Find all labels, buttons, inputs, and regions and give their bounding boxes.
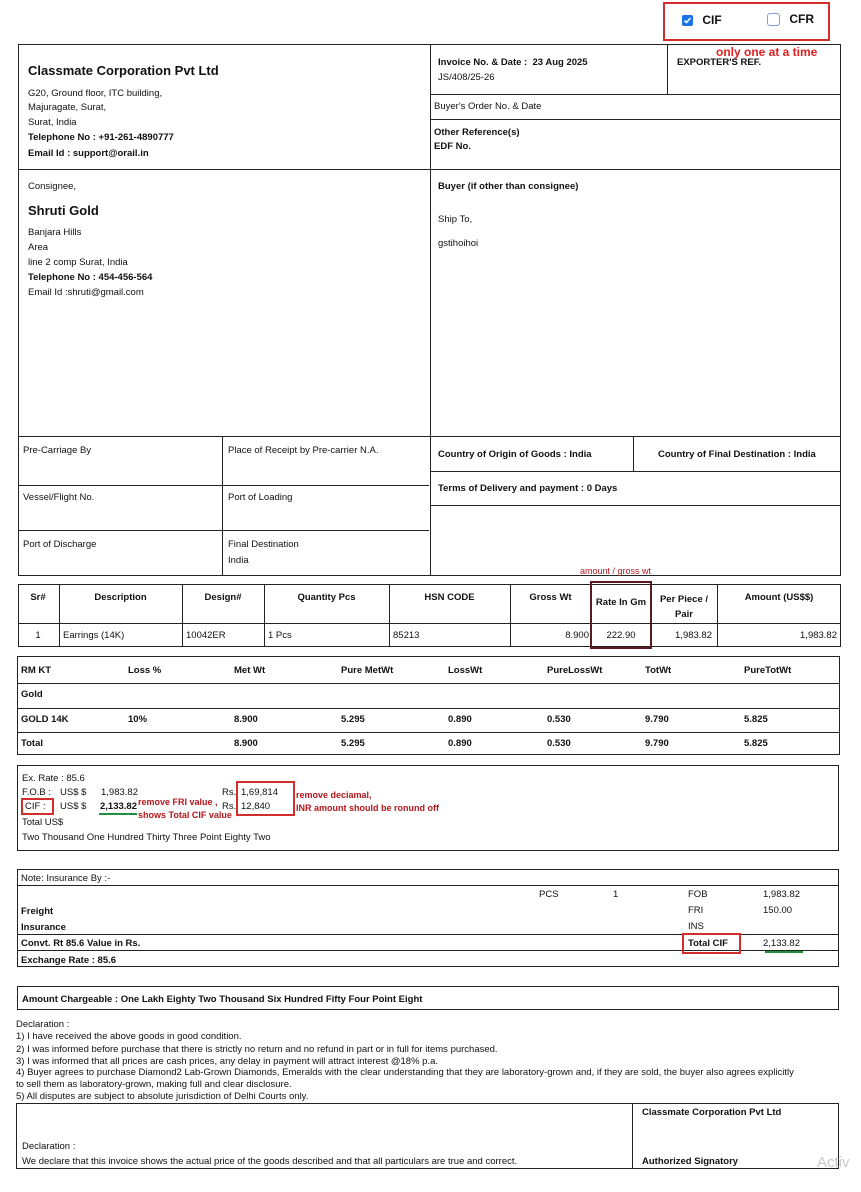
seller-address-3: Surat, India [28, 117, 77, 128]
consignee-phone: Telephone No : 454-456-564 [28, 272, 153, 283]
item-design: 10042ER [186, 630, 226, 641]
option-note: only one at a time [716, 45, 818, 59]
country-final: Country of Final Destination : India [658, 449, 816, 460]
cfr-checkbox[interactable] [767, 13, 780, 26]
metal-row-met-wt: 8.900 [234, 714, 258, 725]
cfr-label: CFR [789, 12, 815, 26]
metal-row-loss-wt: 0.890 [448, 714, 472, 725]
items-header-sr: Sr# [30, 592, 46, 603]
final-destination-value: India [228, 555, 249, 566]
pcs-value: 1 [613, 889, 619, 900]
item-hsn: 85213 [393, 630, 420, 641]
metal-header-pure-tot: PureTotWt [744, 665, 792, 676]
metal-row-pure-met: 5.295 [341, 714, 365, 725]
footer-declaration-title: Declaration : [22, 1141, 76, 1152]
authorized-signatory: Authorized Signatory [642, 1156, 739, 1167]
amount-chargeable: Amount Chargeable : One Lakh Eighty Two Thousand Six Hundred Fifty Four Point Eight [22, 994, 423, 1005]
footer-company: Classmate Corporation Pvt Ltd [642, 1107, 782, 1118]
declaration-line-5: to sell them as laboratory-grown, making full and clear disclosure. [16, 1079, 292, 1090]
seller-name: Classmate Corporation Pvt Ltd [28, 63, 219, 78]
rs-2: Rs. [222, 801, 237, 812]
declaration-line-6: 5) All disputes are subject to absolute jurisdiction of Delhi Courts only. [16, 1091, 309, 1102]
convt-rate: Convt. Rt 85.6 Value in Rs. [21, 938, 141, 949]
amount-in-words: Two Thousand One Hundred Thirty Three Point Eighty Two [22, 832, 271, 843]
seller-address-2: Majuragate, Surat, [28, 102, 107, 113]
vessel-flight: Vessel/Flight No. [23, 492, 95, 503]
declaration-line-4: 4) Buyer agrees to purchase Diamond2 Lab-Grown Diamonds, Emeralds with the clear understanding that they are laboratory-grown and, if they are sold, the buyer also agrees explicitly [16, 1067, 794, 1078]
item-quantity: 1 Pcs [268, 630, 292, 641]
cif-checkbox[interactable] [682, 15, 693, 26]
edf-no: EDF No. [434, 141, 471, 152]
fob-currency: US$ $ [60, 787, 87, 798]
items-header-hsn: HSN CODE [424, 592, 475, 603]
terms-delivery: Terms of Delivery and payment : 0 Days [438, 483, 618, 494]
metal-header-kt: RM KT [21, 665, 52, 676]
consignee-address-1: Banjara Hills [28, 227, 82, 238]
metal-header-loss-wt: LossWt [448, 665, 483, 676]
exchange-rate-summary: Exchange Rate : 85.6 [21, 955, 117, 966]
item-sr: 1 [35, 630, 41, 641]
item-description: Earrings (14K) [63, 630, 125, 641]
ins-label: INS [688, 921, 704, 932]
total-cif-label: Total CIF [688, 938, 728, 949]
declaration-line-3: 3) I was informed that all prices are cash prices, any delay in payment will attract interest @18% p.a. [16, 1056, 439, 1067]
items-header-rate: Rate In Gm [595, 597, 647, 608]
items-header-quantity: Quantity Pcs [297, 592, 356, 603]
pre-carriage: Pre-Carriage By [23, 445, 92, 456]
cif-row-label: CIF : [25, 801, 46, 812]
declaration-line-1: 1) I have received the above goods in good condition. [16, 1031, 242, 1042]
rs-1-value: 1,69,814 [241, 787, 278, 798]
cfr-option[interactable] [767, 12, 814, 26]
fri-value: 150.00 [763, 905, 793, 916]
items-header-amount: Amount (US$$) [744, 592, 814, 603]
exporter-ref: EXPORTER'S REF. [677, 57, 762, 68]
other-reference: Other Reference(s) [434, 127, 520, 138]
metal-row-pure-loss: 0.530 [547, 714, 571, 725]
declaration-title: Declaration : [16, 1019, 70, 1030]
ship-to: Ship To, [438, 214, 473, 225]
invoice-label: Invoice No. & Date : 23 Aug 2025 [438, 57, 588, 68]
seller-email: Email Id : support@orail.in [28, 148, 149, 159]
items-header-per-piece: Per Piece / Pair [659, 594, 709, 620]
item-amount: 1,983.82 [800, 630, 837, 641]
freight-label: Freight [21, 906, 54, 917]
note-total-cif: shows Total CIF value [138, 810, 232, 820]
note-remove-decimal: remove deciamal, [296, 790, 372, 800]
rs-2-value: 12,840 [241, 801, 271, 812]
pcs-label: PCS [539, 889, 559, 900]
final-destination-label: Final Destination [228, 539, 299, 550]
footer-declaration-text: We declare that this invoice shows the actual price of the goods described and that all particulars are true and correct. [22, 1156, 518, 1167]
cif-value-underline [99, 813, 137, 815]
item-per-piece: 1,983.82 [675, 630, 712, 641]
insurance-label: Insurance [21, 922, 66, 933]
metal-header-tot-wt: TotWt [645, 665, 672, 676]
cif-currency: US$ $ [60, 801, 87, 812]
buyers-order: Buyer's Order No. & Date [434, 101, 542, 112]
cif-value: 2,133.82 [100, 801, 137, 812]
metal-total-pure-tot: 5.825 [744, 738, 768, 749]
seller-address-1: G20, Ground floor, ITC building, [28, 88, 163, 99]
items-header-gross-wt: Gross Wt [529, 592, 572, 603]
consignee-name: Shruti Gold [28, 203, 99, 218]
rate-annotation: amount / gross wt [580, 566, 652, 576]
consignee-address-2: Area [28, 242, 49, 253]
items-header-design: Design# [204, 592, 242, 603]
fri-label: FRI [688, 905, 704, 916]
consignee-address-3: line 2 comp Surat, India [28, 257, 128, 268]
port-of-loading: Port of Loading [228, 492, 293, 503]
seller-phone: Telephone No : +91-261-4890777 [28, 132, 174, 143]
consignee-email: Email Id :shruti@gmail.com [28, 287, 144, 298]
fob-summary-label: FOB [688, 889, 708, 900]
invoice-number: JS/408/25-26 [438, 72, 495, 83]
metal-total-met-wt: 8.900 [234, 738, 258, 749]
metal-total-pure-met: 5.295 [341, 738, 365, 749]
metal-total-loss-wt: 0.890 [448, 738, 472, 749]
rs-1: Rs. [222, 787, 237, 798]
place-of-receipt: Place of Receipt by Pre-carrier N.A. [228, 445, 379, 456]
total-cif-underline [765, 951, 803, 953]
metal-total-pure-loss: 0.530 [547, 738, 571, 749]
note-round-off: INR amount should be ronund off [296, 803, 439, 813]
fob-value: 1,983.82 [101, 787, 138, 798]
country-origin: Country of Origin of Goods : India [438, 449, 592, 460]
total-usd: Total US$ [22, 817, 64, 828]
cif-option[interactable] [682, 13, 722, 27]
activation-watermark: Activ [817, 1154, 850, 1171]
declaration-line-2: 2) I was informed before purchase that there is strictly no return and no refund in part or in full for items purchased. [16, 1044, 498, 1055]
metal-header-met-wt: Met Wt [234, 665, 266, 676]
port-of-discharge: Port of Discharge [23, 539, 97, 550]
metal-header-pure-met: Pure MetWt [341, 665, 394, 676]
buyer-gst: gstihoihoi [438, 238, 479, 249]
buyer-label: Buyer (if other than consignee) [438, 181, 579, 192]
insurance-by: Note: Insurance By :- [21, 873, 111, 884]
metal-row-tot-wt: 9.790 [645, 714, 669, 725]
total-cif-value: 2,133.82 [763, 938, 800, 949]
ex-rate: Ex. Rate : 85.6 [22, 773, 85, 784]
items-header-description: Description [94, 592, 147, 603]
item-rate: 222.90 [606, 630, 636, 641]
fob-summary-value: 1,983.82 [763, 889, 800, 900]
cif-label: CIF [702, 13, 722, 27]
item-gross-wt: 8.900 [565, 630, 589, 641]
fob-label: F.O.B : [22, 787, 52, 798]
metal-header-pure-loss: PureLossWt [547, 665, 603, 676]
metal-row-kt: GOLD 14K [21, 714, 69, 725]
metal-row-loss: 10% [128, 714, 148, 725]
note-remove-fri: remove FRI value , [138, 797, 218, 807]
metal-total-tot-wt: 9.790 [645, 738, 669, 749]
metal-total-label: Total [21, 738, 43, 749]
metal-group: Gold [21, 689, 43, 700]
consignee-label: Consignee, [28, 181, 77, 192]
metal-row-pure-tot: 5.825 [744, 714, 768, 725]
metal-header-loss: Loss % [128, 665, 162, 676]
header-section [18, 44, 841, 576]
